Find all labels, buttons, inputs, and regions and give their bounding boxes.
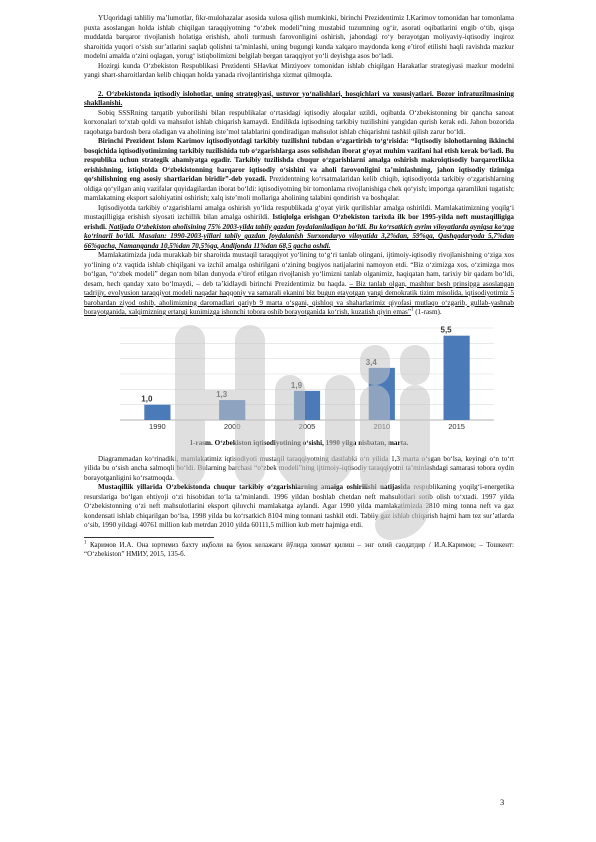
x-tick-label: 1990 xyxy=(149,421,166,431)
bold-quote: Birinchi Prezident Islom Karimov iqtisodiyotdagi tarkibiy tuzilishni tubdan o‘zgartirish to‘g‘risida: “Iqtisodiy islohotlarning ikkinchi bosqichida iqtisodiyotimizning tarkibiy tuzilishida tub o‘zgarishlarga asos solishdan iborat g‘oyat muhim vazifani hal etish kerak bo‘ladi. Bu respublika uchun strategik ahamiyatga egadir. Tarkibiy tuzilishda chuqur o‘zgarishlarni amalga oshirish makroiqtisodiy barqarorlikka erishishning, istiqbolda O‘zbekistonning barqaror iqtisodiy o‘sishini va aholi farovonligini ta’minlashning, jahon iqtisodiy tizimiga qo‘shilishning eng asosiy shartlaridan biridir”-deb yozadi. xyxy=(84,137,514,183)
figure-caption: 1-rasm. O‘zbekiston iqtisodiyotining o‘sishi, 1990 yilga nisbatan, marta. xyxy=(189,439,409,447)
document-page xyxy=(84,14,514,560)
page-number: 3 xyxy=(500,797,505,807)
paragraph: Hozirgi kunda O‘zbekiston Respublikasi Prezidenti SHavkat Mirziyoev tomonidan ishlab chiqilgan Harakatlar strategiyasi mazkur modelni yangi shart-sharoitlardan kelib chiqqan holda yanada rivojlantirishga xizmat qilmoqda. xyxy=(84,61,514,79)
text-run: Prezidentning ko‘rsatmalaridan kelib chiqib, iqtisodiyotda tarkibiy o‘zgarishlarning oldiga qo‘yilgan aniq vazifalar quyidagilardan iborat bo‘ldi: iqtisodiyotning bir tomonlama rivojlanishiga chek qo‘yish; importga qaramlikni tugatish; mamlakatning eksport salohiyatini oshirish; xalq iste’moli mollariga aholining talabini qondirish va boshqalar. xyxy=(84,175,514,202)
bar xyxy=(294,390,320,419)
bold-italic-underlined-text: Natijada O‘zbekiston aholisining 75% 2003-yilda tabiiy gazdan foydalaniladigan bo‘ldi. Bu ko‘rsatkich ayrim viloyatlarda ayniqsa ko‘zga ko‘rinarli bo‘ldi. Masalan: 1990-2003-yillari tabiiy gazdan foydalanish Surxondaryo viloyatida 3,2%dan, 59%ga, Qashqadaryoda 5,7%dan 66%gacha, Namanganda 10,5%dan 70,5%ga, Andijonda 11%dan 68,5 gacha oshdi. xyxy=(84,222,514,250)
x-tick-label: 2010 xyxy=(373,421,391,431)
section-heading: 2. O‘zbekistonda iqtisodiy islohotlar, uning strategiyasi, ustuvor yo‘nalishlari, hosqichlari va xususiyatlari. Bozor infratuzilmasining shakllanishi. xyxy=(84,89,514,107)
bold-text: Istiqlolga erishgan O‘zbekiston tarixda ilk bor 1995-yilda neft mustaqilligiga erishdi. xyxy=(84,213,514,231)
text-run: Iqtisodiyotda tarkibiy o‘zgarishlarni amalga oshirish yo‘lida respublikada g‘oyat yirik qurilishlar amalga oshirildi. Mamlakatimizning yoqilg‘i mustaqilligiga erishish siyosati izchillik bilan amalga oshirildi. xyxy=(84,203,514,221)
data-label: 1,9 xyxy=(290,380,303,390)
bar xyxy=(444,335,470,419)
paragraph xyxy=(84,137,514,204)
bar xyxy=(219,400,245,420)
footnote xyxy=(84,541,514,560)
footnote-divider xyxy=(84,537,214,538)
x-tick-label: 2015 xyxy=(448,421,465,431)
paragraph xyxy=(84,204,514,252)
text-run: Mamlakatimizda juda murakkab bir sharoitda mustaqil taraqqiyot yo‘lining to‘g‘ri tanlab olingani, ijtimoiy-iqtisodiy rivojlanishning o‘ziga xos yo‘lining o‘z vaqtida ishlab chiqilgani va izchil amalga oshirilgani o‘zining bugiyos natijalarini namoyon etdi. “Biz o‘zimizga xos, o‘zimizga mos bo‘lgan, “o‘zbek modeli” degan nom bilan dunyoda e’tirof etilgan rivojlanish yo‘limizni tanlab olganimiz, haqiqatan ham, tarixiy bir qadam bo‘ldi, desam, hech qanday xato bo‘lmaydi, – deb ta’kidlaydi birinchi Prezidentimiz bu haqda. xyxy=(84,251,514,288)
footnote-text: Каримов И.А. Она юртимиз бахту иқболи ва буюк келажаги йўлида хизмат қилиш – энг олий саодатдир / И.А.Каримов; – Тошкент: “O‘zbekiston” НМИУ, 2015, 135-б. xyxy=(84,540,514,558)
bar xyxy=(369,367,395,419)
footnote-mark: 1 xyxy=(84,540,87,546)
x-tick-label: 2000 xyxy=(223,421,241,431)
paragraph: Diagrammadan ko‘rinadiki, mamlakatimiz iqtisodiyoti mustaqil taraqqiyotning dastlabki o‘n yilida 1,3 marta o‘sgan bo‘lsa, keyingi o‘n to‘rt yilida bu o‘sish ancha salmoqli bo‘ldi. Bularning barchasi “o‘zbek modeli”ning ijtimoiy-iqtisodiy taraqqiyotni ta’minlashdagi samarasi tobora oydin borayotganligini ko‘rsatmoqda. xyxy=(84,454,514,482)
text-run: (1-rasm). xyxy=(413,308,442,316)
data-label: 1,3 xyxy=(216,389,228,399)
paragraph xyxy=(84,251,514,318)
bold-text: Mustaqillik yillarida O‘zbekistonda chuqur tarkibiy o‘zgarishlarning amalga oshirilishi natijasida xyxy=(98,483,411,491)
text-run: respublikaning yoqilg‘i-energetika resurslariga bo‘lgan ehtiyoji o‘zi hisobidan to‘la ta’minlandi. 1996 yildan boshlab chetdan neft mahsulotlari sotib olish to‘xtadi. 1997 yilda O‘zbekistonning o‘zi neft mahsulotlarini eksport qiluvchi mamlakatga aylandi. Agar 1990 yilda mamlakatimizda 2810 ming tonna neft va gaz kondensati ishlab chiqarilgan bo‘lsa, 1998 yilda bu ko‘rsatkich 8104 ming tonnani tashkil etdi. Tabiiy gaz ishlab chiqarish hajmi ham tez sur’atlarda o‘sib, 1990 yildagi 40761 million kub metrdan 2010 yilda 60111,5 million kub metr hajmiga etdi. xyxy=(84,483,514,529)
data-label: 5,5 xyxy=(440,325,452,335)
paragraph: YUqoridagi tahliliy ma’lumotlar, fikr-mulohazalar asosida xulosa qilish mumkinki, birinchi Prezidentimiz I.Karimov tomonidan har tomonlama puxta asoslangan holda ishlab chiqilgan taraqqiyotning “o‘zbek modeli”ning mustabid tuzumning og‘ir, asorati oqibatlarini engib o‘tib, qisqa muddatda barqaror rivojlanish holatiga erishish, aholi turmush farovonligini oshirish, jahondagi ro‘y berayotgan moliyaviy-iqtisodiy inqiroz sharoitida yuqori o‘sish sur’atlarini saqlab qolishni ta’minlashi, uning bugungi kunda xalqaro maydonda keng e’tirof etilishi haqli ravishda mazkur modelni amalda o‘zini oqlagan, yorug‘ istiqbolimizni belgilab bergan taraqqiyot yo‘li deyishga asos bo‘ladi. xyxy=(84,14,514,60)
paragraph: Sobiq SSSRning tarqatib yuborilishi bilan respublikalar o‘rtasidagi iqtisodiy aloqalar uzildi, oqibatda O‘zbekistonning bir qancha sanoat korxonalari to‘xtab qoldi va mahsulot ishlab chiqarish kamaydi. Endilikda iqtisodning tarkibiy tuzilishini yangidan qurish kerak edi. Jahon bozorida raqobatga bardosh bera oladigan va aholining iste’mol talablarini qondiradigan mahsulot ishlab chiqarishni tashkil qilish zarur bo‘ldi. xyxy=(84,108,514,136)
bar xyxy=(144,404,170,419)
data-label: 1,0 xyxy=(141,394,153,404)
underlined-quote: – Biz tanlab olgan, mashhur besh prinsipga asoslangan tadrijiy, evolyusion taraqqiyot modeli naqadar haqqoniy va samarali ekanini biz bugun etayotgan yangi demokratik tizim misolida, iqtisodiyotimiz 5 barobardan ziyod oshib, aholimizning daromadlari qariyb 9 marta o‘sgani, qishloq va shaharlarimiz qiyofasi mutlaqo o‘zgarib, gullab-yashnab borayotganida, xalqimizning ertangi kunimizga ishonchi tobora oshib borayotganida ko‘rish, kuzatish qiyin emas” xyxy=(84,279,514,316)
x-tick-label: 2005 xyxy=(298,421,316,431)
footnote-reference[interactable]: 1 xyxy=(411,307,414,313)
paragraph xyxy=(84,483,514,531)
bar-chart xyxy=(84,322,514,434)
data-label: 3,4 xyxy=(365,357,377,367)
